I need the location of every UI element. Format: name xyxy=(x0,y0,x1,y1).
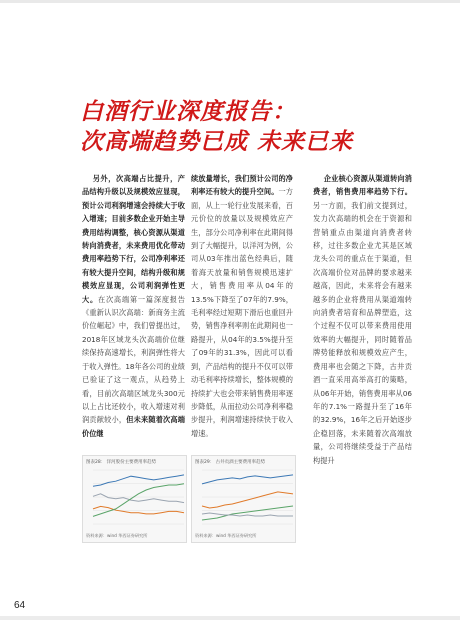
figure-caption: 图表28： 洋河股份主要费用率趋势 xyxy=(86,460,157,465)
article-title-line1: 白酒行业深度报告： xyxy=(80,99,296,125)
text-column-1 xyxy=(82,172,185,440)
page-bottom-edge xyxy=(0,616,460,620)
col2-bold-lead: 续放量增长，我们预计公司的净利率还有较大的提升空间。 xyxy=(191,174,293,197)
series-line-1 xyxy=(93,494,184,503)
col1-body: 在次高端第一篇深度报告《重新认识次高端：新商务主流价位崛起》中，我们曾提出过，2018年区域龙头次高端价位继续保持高速增长，利润弹性将大于收入弹性。18年各公司的业绩已验证了这一观点，从趋势上看，目前次高端区域龙头300元以上占比还较小，收入增速对利润贡献较小， xyxy=(82,294,185,425)
series-line-2 xyxy=(202,506,293,520)
series-line-0 xyxy=(93,506,184,514)
article-title-line2: 次高端趋势已成 未来已来 xyxy=(80,129,354,155)
line-chart xyxy=(192,466,297,534)
figure-caption: 图表29： 古井贡酒主要费用率趋势 xyxy=(195,460,266,465)
page-number: 64 xyxy=(14,600,26,611)
col3-body: 另一方面，我们前文提到过，发力次高端的机会在于资源和营销重点由渠道向消费者转移，过往多数企业尤其是区域龙头公司的重点在于渠道，但次高端价位对品牌的要求越来越高，因此，未来将会有越来越多的企业将费用从渠道端转向消费者培育和品牌塑造，这个过程不仅可以带来费用使用效率的大幅提升，同时随着品牌势能释放和规模效应产生，费用率也会随之下降，古井贡酒一直采用高举高打的策略，从06年开始，销售费用率从06年的7.1%一路提升至了16年的32.9%，16年之后开始逐步企稳回落，未来随着次高端放量，公司将继续受益于产品结构提升 xyxy=(313,200,412,465)
figure-source: 资料来源：wind 华西证券研究所 xyxy=(195,533,257,538)
col2-body: 一方面，从上一轮行业发展来看，百元价位的放量以及规模效应产生，部分公司净利率在此期间得到了大幅提升，以洋河为例，公司从03年推出蓝色经典后，随着海天放量和销售规模迅速扩大，销售费用率从04年的13.5%下降至了07年的7.9%，毛利率经过短期下滑后也重回升势，销售净利率则在此期间也一路提升，从04年的3.5%提升至了09年的31.3%，因此可以看到，产品结构的提升不仅可以带动毛利率持续增长，整体规模的持续扩大也会带来销售费用率逐步降低，从而拉动公司净利率稳步提升，利润增速持续快于收入增速。 xyxy=(191,187,293,438)
text-column-2 xyxy=(191,172,293,440)
series-line-3 xyxy=(202,513,293,516)
col1-bold-end: 但未来随着次高端价位继 xyxy=(82,415,185,438)
figure-gujing-expense-chart xyxy=(191,455,296,543)
line-chart xyxy=(83,466,188,534)
col3-bold-lead: 企业核心资源从渠道转向消费者，销售费用率趋势下行。 xyxy=(313,174,412,197)
figure-source: 资料来源：wind 华西证券研究所 xyxy=(86,533,148,538)
series-line-1 xyxy=(202,475,293,484)
series-line-0 xyxy=(202,492,293,508)
col1-bold-lead: 另外，次高端占比提升，产品结构升级以及规模效应显现，预计公司利润增速会持续大于收入增速；目前多数企业开始主导费用结构调整，核心资源从渠道转向消费者，未来费用优化带动费用率趋势下行，公司净利率还有较大提升空间，结构升级和规模效应显现，公司利润弹性更大。 xyxy=(82,174,185,304)
page-top-edge xyxy=(0,0,460,3)
figure-yanghe-expense-chart xyxy=(82,455,187,543)
text-column-3 xyxy=(313,172,412,467)
